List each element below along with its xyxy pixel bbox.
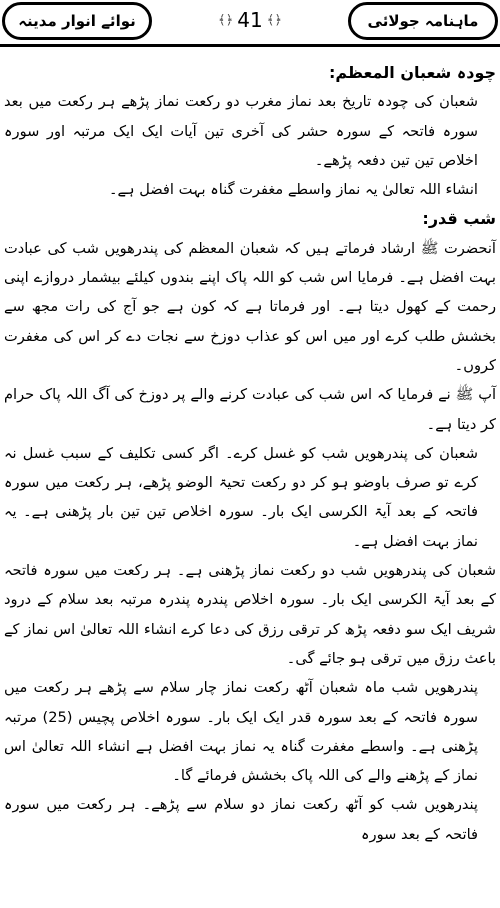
ornament-right: ﴾﴿ — [266, 12, 282, 28]
section-heading-shab-e-qadr: شب قدر: — [422, 209, 496, 229]
magazine-label: ماہنامہ جولائی — [348, 2, 498, 40]
header-divider — [0, 44, 500, 47]
paragraph: آپ ﷺ نے فرمایا کہ اس شب کی عبادت کرنے والے پر دوزخ کی آگ اللہ پاک حرام کر دیتا ہے۔ — [4, 386, 496, 433]
paragraph: پندرھویں شب ماہ شعبان آٹھ رکعت نماز چار سلام سے پڑھے ہر رکعت میں سورہ فاتحہ کے بعد سورہ قدر ایک ایک بار۔ سورہ اخلاص پچیس (25) مرتبہ پڑھنی ہے۔ واسطے مغفرت گناہ یہ نماز بہت افضل ہے انشاء اللہ تعالیٰ اس نماز کے پڑھنے والے کی اللہ پاک بخشش فرمائے گا۔ — [4, 679, 478, 785]
page-header — [0, 0, 500, 46]
paragraph: شعبان کی پندرھویں شب دو رکعت نماز پڑھنی ہے۔ ہر رکعت میں سورہ فاتحہ کے بعد آیۃ الکرسی ایک بار۔ سورہ اخلاص پندرہ پندرہ مرتبہ بعد سلام کے درود شریف ایک سو دفعہ پڑھ کر ترقی رزق کی دعا کرے انشاء اللہ تعالیٰ اس نماز کے باعث رزق میں ترقی ہو جائے گی۔ — [4, 562, 496, 667]
page-number-block — [185, 6, 315, 34]
publisher-label: نوائے انوار مدینہ — [2, 2, 152, 40]
paragraph: آنحضرت ﷺ ارشاد فرماتے ہیں کہ شعبان المعظم کی پندرھویں شب کی عبادت بہت افضل ہے۔ فرمایا اس شب کو اللہ پاک اپنے بندوں کیلئے بیشمار دروازے اپنی رحمت کے کھول دیتا ہے۔ اور فرماتا ہے کہ کون ہے جو آج کی رات مجھ سے بخشش طلب کرے اور میں اس کو عذاب دوزخ سے نجات دے کر اس کی مغفرت کروں۔ — [4, 239, 496, 374]
ornament-left: ﴾﴿ — [218, 12, 234, 28]
section-heading-14-shaban: چودہ شعبان المعظم: — [328, 63, 496, 82]
paragraph: انشاء اللہ تعالیٰ یہ نماز واسطے مغفرت گناہ بہت افضل ہے۔ — [108, 181, 478, 199]
article-body — [4, 58, 496, 849]
page-number: 41 — [237, 8, 263, 32]
paragraph: شعبان کی چودہ تاریخ بعد نماز مغرب دو رکعت نماز پڑھے ہر رکعت میں بعد سورہ فاتحہ کے سورہ حشر کی آخری تین آیات ایک ایک مرتبہ اور سورہ اخلاص تین تین دفعہ پڑھے۔ — [4, 93, 478, 169]
paragraph: پندرھویں شب کو آٹھ رکعت نماز دو سلام سے پڑھے۔ ہر رکعت میں سورہ فاتحہ کے بعد سورہ — [4, 796, 478, 843]
paragraph: شعبان کی پندرھویں شب کو غسل کرے۔ اگر کسی تکلیف کے سبب غسل نہ کرے تو صرف باوضو ہو کر دو رکعت تحیۃ الوضو پڑھے، ہر رکعت میں سورہ فاتحہ کے بعد آیۃ الکرسی ایک بار۔ سورہ اخلاص تین تین بار پڑھنی ہے۔ یہ نماز بہت افضل ہے۔ — [4, 444, 478, 550]
